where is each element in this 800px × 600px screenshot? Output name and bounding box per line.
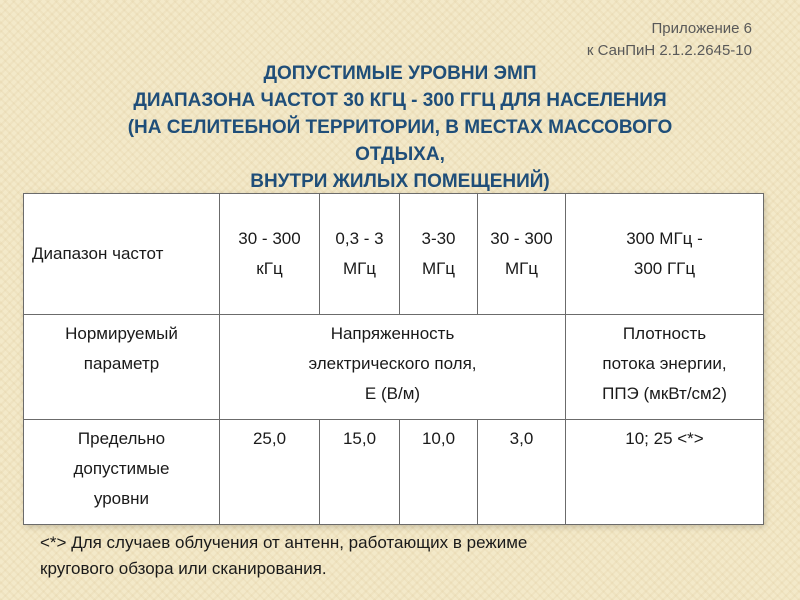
title-line: ВНУТРИ ЖИЛЫХ ПОМЕЩЕНИЙ) [250, 171, 550, 192]
electric-field-parameter: Напряженность электрического поля, Е (В/м) [220, 315, 566, 420]
limit-value: 25,0 [220, 420, 320, 525]
range-cell-300mhz-300ghz: 300 МГц - 300 ГГц [566, 194, 764, 315]
footnote-line-2: кругового обзора или сканирования. [40, 559, 327, 578]
limits-label: Предельно допустимые уровни [24, 420, 220, 525]
limit-value: 3,0 [478, 420, 566, 525]
limit-value: 10; 25 <*> [566, 420, 764, 525]
limit-value: 15,0 [320, 420, 400, 525]
footnote-line-1: <*> Для случаев облучения от антенн, работающих в режиме [40, 533, 528, 552]
range-cell-0-3-mhz: 0,3 - 3 МГц [320, 194, 400, 315]
appendix-line-1: Приложение 6 [651, 20, 752, 37]
title-line: ОТДЫХА, [355, 144, 445, 165]
table-row-limits [24, 420, 764, 525]
appendix-reference [587, 18, 752, 62]
table-row-parameter [24, 315, 764, 420]
title-line: ДОПУСТИМЫЕ УРОВНИ ЭМП [263, 63, 537, 84]
appendix-line-2: к СанПиН 2.1.2.2645-10 [586, 42, 752, 59]
parameter-label: Нормируемый параметр [24, 315, 220, 420]
range-cell-30-300-khz: 30 - 300 кГц [220, 194, 320, 315]
title-line: (НА СЕЛИТЕБНОЙ ТЕРРИТОРИИ, В МЕСТАХ МАССОВОГО [127, 117, 673, 138]
emp-levels-table [23, 193, 763, 525]
limit-value: 10,0 [400, 420, 478, 525]
footnote [40, 530, 760, 582]
page-title [0, 60, 800, 195]
power-density-parameter: Плотность потока энергии, ППЭ (мкВт/см2) [566, 315, 764, 420]
range-cell-30-300-mhz: 30 - 300 МГц [478, 194, 566, 315]
range-cell-3-30-mhz: 3-30 МГц [400, 194, 478, 315]
frequency-range-label: Диапазон частот [24, 194, 220, 315]
title-line: ДИАПАЗОНА ЧАСТОТ 30 КГЦ - 300 ГГЦ ДЛЯ НАСЕЛЕНИЯ [133, 90, 667, 111]
table-row-frequency-range [24, 194, 764, 315]
